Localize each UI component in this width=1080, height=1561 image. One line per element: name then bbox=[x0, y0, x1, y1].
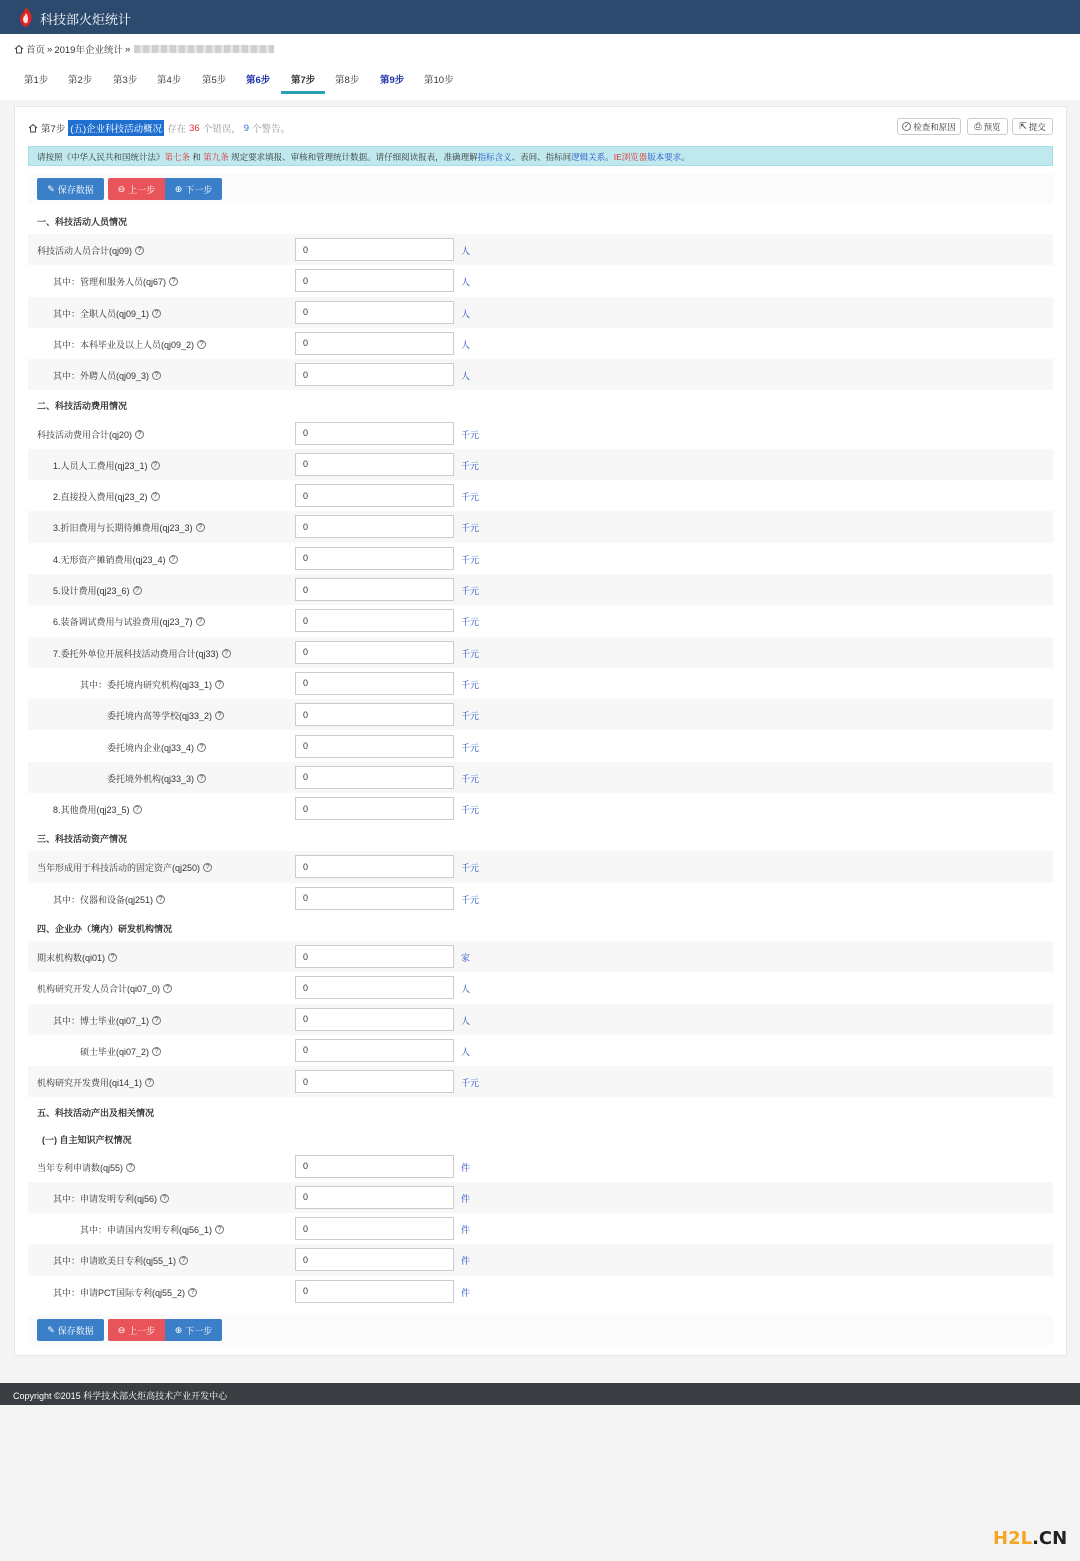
help-question-icon[interactable]: ? bbox=[152, 371, 161, 380]
help-question-icon[interactable]: ? bbox=[197, 743, 206, 752]
label-text: 2.直接投入费用(qj23_2) bbox=[53, 492, 148, 503]
help-question-icon[interactable]: ? bbox=[151, 461, 160, 470]
field-label bbox=[107, 772, 206, 785]
help-question-icon[interactable]: ? bbox=[160, 1194, 169, 1203]
section-title bbox=[37, 1106, 154, 1119]
field-label bbox=[37, 1161, 135, 1174]
tab-step-9[interactable]: 第9步 bbox=[380, 75, 405, 86]
label-text: 其中：申请国内发明专利(qj56_1) bbox=[80, 1225, 213, 1236]
app-title: 科技部火炬统计 bbox=[40, 12, 132, 27]
home-icon bbox=[14, 44, 24, 54]
label-text: 其中：仪器和设备(qj251) bbox=[53, 894, 154, 905]
value-input[interactable] bbox=[295, 363, 454, 386]
form-row bbox=[28, 668, 1053, 699]
section-header bbox=[28, 1098, 1053, 1125]
section-header bbox=[28, 824, 1053, 851]
form-row bbox=[28, 1004, 1053, 1035]
form-row bbox=[28, 1066, 1053, 1097]
label-text: 其中：博士毕业(qi07_1) bbox=[53, 1015, 150, 1026]
breadcrumb-sep: » bbox=[47, 43, 53, 55]
value-input[interactable] bbox=[295, 1070, 454, 1093]
error-count[interactable]: 36 bbox=[189, 122, 200, 134]
field-label bbox=[53, 1254, 188, 1267]
form-row bbox=[28, 637, 1053, 668]
unit-label: 人 bbox=[461, 371, 471, 382]
field-label bbox=[53, 521, 205, 534]
notice-link-article7[interactable]: 第七条 bbox=[164, 152, 191, 162]
value-input[interactable] bbox=[295, 1186, 454, 1209]
section-title bbox=[37, 832, 127, 845]
label-text: 三、科技活动资产情况 bbox=[37, 834, 128, 845]
field-label bbox=[37, 951, 117, 964]
field-label bbox=[53, 490, 160, 503]
breadcrumb-redacted bbox=[134, 45, 274, 53]
help-question-icon[interactable]: ? bbox=[197, 340, 206, 349]
value-input[interactable] bbox=[295, 578, 454, 601]
unit-label: 千元 bbox=[461, 554, 480, 565]
field-label bbox=[37, 861, 212, 874]
label-text: 科技活动人员合计(qj09) bbox=[37, 246, 133, 256]
label-text: 8.其他费用(qj23_5) bbox=[53, 805, 130, 816]
unit-label: 件 bbox=[461, 1193, 471, 1204]
top-bar bbox=[0, 0, 1080, 34]
form-row bbox=[28, 1213, 1053, 1244]
tab-step-10[interactable]: 第10步 bbox=[424, 75, 454, 86]
help-question-icon[interactable]: ? bbox=[196, 617, 205, 626]
tab-step-4[interactable]: 第4步 bbox=[157, 75, 182, 86]
form-row bbox=[28, 328, 1053, 359]
prev-step-button[interactable] bbox=[108, 1319, 165, 1341]
unit-label: 人 bbox=[461, 1015, 471, 1026]
label-text: 其中：本科毕业及以上人员(qj09_2) bbox=[53, 339, 195, 350]
label-text: 其中：申请欧美日专利(qj55_1) bbox=[53, 1256, 177, 1267]
label-text: 一、科技活动人员情况 bbox=[37, 217, 128, 227]
label-text: 期末机构数(qi01) bbox=[37, 953, 106, 963]
bottom-button-row bbox=[28, 1315, 1053, 1345]
help-question-icon[interactable]: ? bbox=[215, 1225, 224, 1234]
notice-link-article9[interactable]: 第九条 bbox=[203, 152, 229, 162]
form-row bbox=[28, 605, 1053, 636]
field-label bbox=[53, 1286, 197, 1299]
panel-step: 第7步 bbox=[41, 124, 66, 135]
notice-text: 和 bbox=[190, 152, 204, 162]
value-input[interactable] bbox=[295, 797, 454, 820]
help-question-icon[interactable]: ? bbox=[108, 953, 117, 962]
label-text: 6.装备调试费用与试验费用(qj23_7) bbox=[53, 617, 193, 628]
unit-label: 千元 bbox=[461, 617, 480, 628]
label-text: 其中：全职人员(qj09_1) bbox=[53, 308, 150, 319]
label-text: 3.折旧费用与长期待摊费用(qj23_3) bbox=[53, 523, 193, 534]
unit-label: 件 bbox=[461, 1225, 471, 1236]
value-input[interactable] bbox=[295, 1155, 454, 1178]
section-title bbox=[42, 1133, 132, 1146]
next-label: 下一步 bbox=[185, 184, 213, 195]
label-text: 7.委托外单位开展科技活动费用合计(qj33) bbox=[53, 648, 219, 659]
unit-label: 人 bbox=[461, 984, 471, 995]
form-row bbox=[28, 762, 1053, 793]
edit-icon: ✎ bbox=[47, 1324, 55, 1335]
field-label bbox=[80, 1045, 161, 1058]
export-icon: ⇱ bbox=[1019, 121, 1027, 131]
field-label bbox=[53, 1192, 169, 1205]
check-circle-icon: ✓ bbox=[903, 123, 910, 130]
watermark-a: H2L bbox=[993, 1528, 1033, 1549]
value-input[interactable] bbox=[295, 976, 454, 999]
help-question-icon[interactable]: ? bbox=[169, 555, 178, 564]
field-label bbox=[53, 584, 142, 597]
form-row bbox=[28, 297, 1053, 328]
arrow-left-circle-icon: ⊖ bbox=[117, 1324, 126, 1335]
value-input[interactable] bbox=[295, 945, 454, 968]
form-row bbox=[28, 699, 1053, 730]
form-row bbox=[28, 574, 1053, 605]
value-input[interactable] bbox=[295, 453, 454, 476]
unit-label: 千元 bbox=[461, 429, 480, 440]
help-question-icon[interactable]: ? bbox=[197, 774, 206, 783]
form-row bbox=[28, 793, 1053, 824]
form-row bbox=[28, 418, 1053, 449]
unit-label: 千元 bbox=[461, 523, 480, 534]
section-title bbox=[37, 215, 127, 228]
unit-label: 千元 bbox=[461, 894, 480, 905]
value-input[interactable] bbox=[295, 855, 454, 878]
help-question-icon[interactable]: ? bbox=[215, 680, 224, 689]
form-row bbox=[28, 543, 1053, 574]
save-button[interactable] bbox=[37, 178, 104, 200]
help-question-icon[interactable]: ? bbox=[196, 523, 205, 532]
unit-label: 千元 bbox=[461, 492, 480, 503]
label-text: 其中：管理和服务人员(qj67) bbox=[53, 277, 167, 288]
value-input[interactable] bbox=[295, 609, 454, 632]
label-text: 委托境内企业(qj33_4) bbox=[107, 742, 195, 753]
torch-logo-icon bbox=[16, 6, 36, 28]
label-text: 其中：外聘人员(qj09_3) bbox=[53, 371, 150, 382]
next-label: 下一步 bbox=[185, 1325, 213, 1336]
section-header bbox=[28, 391, 1053, 418]
tab-step-1[interactable]: 第1步 bbox=[24, 75, 49, 86]
panel-header bbox=[28, 120, 290, 136]
help-question-icon[interactable]: ? bbox=[188, 1288, 197, 1297]
label-text: 委托境内高等学校(qj33_2) bbox=[107, 711, 213, 722]
breadcrumb-home[interactable]: 首页 bbox=[26, 45, 46, 56]
value-input[interactable] bbox=[295, 547, 454, 570]
value-input[interactable] bbox=[295, 238, 454, 261]
section-title bbox=[37, 399, 127, 412]
value-input[interactable] bbox=[295, 1217, 454, 1240]
field-label bbox=[37, 1076, 154, 1089]
help-question-icon[interactable]: ? bbox=[215, 711, 224, 720]
label-text: 其中：申请PCT国际专利(qj55_2) bbox=[53, 1287, 186, 1298]
tab-step-7[interactable]: 第7步 bbox=[291, 75, 316, 86]
copyright-text: Copyright ©2015 科学技术部火炬高技术产业开发中心 bbox=[13, 1391, 228, 1401]
breadcrumb-item[interactable]: 2019年企业统计 bbox=[54, 45, 123, 56]
form-row bbox=[28, 234, 1053, 265]
help-question-icon[interactable]: ? bbox=[156, 895, 165, 904]
form-row bbox=[28, 511, 1053, 542]
notice-link-ie[interactable]: IE浏览器 bbox=[613, 152, 648, 162]
watermark-b: .CN bbox=[1032, 1528, 1068, 1549]
tab-step-6[interactable]: 第6步 bbox=[246, 75, 271, 86]
notice-text: 。 bbox=[605, 152, 614, 162]
unit-label: 人 bbox=[461, 1046, 471, 1057]
form-row bbox=[28, 1244, 1053, 1275]
unit-label: 千元 bbox=[461, 863, 480, 874]
watermark bbox=[993, 1528, 1067, 1549]
value-input[interactable] bbox=[295, 1280, 454, 1303]
prev-label: 上一步 bbox=[128, 184, 156, 195]
notice-link-version[interactable]: 版本要求 bbox=[647, 152, 682, 162]
help-question-icon[interactable]: ? bbox=[126, 1163, 135, 1172]
unit-label: 件 bbox=[461, 1287, 471, 1298]
label-text: 4.无形资产摊销费用(qj23_4) bbox=[53, 554, 166, 565]
arrow-left-circle-icon: ⊖ bbox=[117, 183, 126, 194]
status-text-mid: 个错误， bbox=[202, 124, 241, 135]
check-reasons-button[interactable] bbox=[897, 118, 961, 135]
field-label bbox=[53, 459, 160, 472]
field-label bbox=[37, 982, 172, 995]
section-title bbox=[37, 922, 172, 935]
save-button[interactable] bbox=[37, 1319, 104, 1341]
field-label bbox=[37, 428, 144, 441]
label-text: 机构研究开发费用(qi14_1) bbox=[37, 1078, 143, 1089]
unit-label: 千元 bbox=[461, 805, 480, 816]
top-button-row bbox=[28, 174, 1053, 204]
submit-button[interactable] bbox=[1012, 118, 1053, 135]
notice-link-indicator-meaning[interactable]: 指标含义 bbox=[477, 152, 512, 162]
field-label bbox=[53, 803, 142, 816]
field-label bbox=[107, 709, 224, 722]
notice-text: 规定要求填报、审核和管理统计数据。请仔细阅读报表，准确理解 bbox=[228, 152, 478, 162]
unit-label: 千元 bbox=[461, 648, 480, 659]
unit-label: 千元 bbox=[461, 742, 480, 753]
unit-label: 人 bbox=[461, 246, 471, 256]
save-label: 保存数据 bbox=[57, 184, 94, 195]
help-question-icon[interactable]: ? bbox=[152, 1016, 161, 1025]
label-text: 其中：委托境内研究机构(qj33_1) bbox=[80, 679, 213, 690]
unit-label: 件 bbox=[461, 1162, 471, 1173]
help-question-icon[interactable]: ? bbox=[133, 586, 142, 595]
help-question-icon[interactable]: ? bbox=[203, 863, 212, 872]
next-step-button[interactable] bbox=[165, 1319, 222, 1341]
help-question-icon[interactable]: ? bbox=[135, 430, 144, 439]
section-header bbox=[28, 914, 1053, 941]
unit-label: 人 bbox=[461, 339, 471, 350]
breadcrumb bbox=[14, 42, 274, 56]
form-row bbox=[28, 359, 1053, 390]
value-input[interactable] bbox=[295, 269, 454, 292]
field-label bbox=[53, 275, 178, 288]
unit-label: 千元 bbox=[461, 773, 480, 784]
form-row bbox=[28, 1182, 1053, 1213]
help-question-icon[interactable]: ? bbox=[152, 1047, 161, 1056]
notice-text: 请按照《中华人民共和国统计法》 bbox=[37, 152, 165, 162]
help-question-icon[interactable]: ? bbox=[152, 309, 161, 318]
label-text: 5.设计费用(qj23_6) bbox=[53, 586, 130, 596]
field-label bbox=[53, 1014, 161, 1027]
form-row bbox=[28, 851, 1053, 882]
form-row bbox=[28, 1151, 1053, 1182]
value-input[interactable] bbox=[295, 1248, 454, 1271]
form-row bbox=[28, 449, 1053, 480]
value-input[interactable] bbox=[295, 703, 454, 726]
arrow-right-circle-icon: ⊕ bbox=[174, 1324, 183, 1335]
form-row bbox=[28, 731, 1053, 762]
notice-banner bbox=[28, 146, 1053, 166]
label-text: 1.人员人工费用(qj23_1) bbox=[53, 460, 148, 471]
help-question-icon[interactable]: ? bbox=[135, 246, 144, 255]
preview-button[interactable] bbox=[967, 118, 1008, 135]
footer bbox=[0, 1383, 1080, 1405]
form-row bbox=[28, 941, 1053, 972]
page-background bbox=[0, 1405, 1080, 1561]
field-label bbox=[53, 893, 165, 906]
warning-count[interactable]: 9 bbox=[243, 122, 250, 134]
prev-label: 上一步 bbox=[128, 1325, 156, 1336]
section-header bbox=[28, 207, 1053, 234]
help-question-icon[interactable]: ? bbox=[169, 277, 178, 286]
field-label bbox=[53, 338, 206, 351]
form-row bbox=[28, 265, 1053, 296]
notice-text: 。 bbox=[681, 152, 690, 162]
label-text: 四、企业办（境内）研发机构情况 bbox=[37, 924, 173, 934]
field-label bbox=[80, 678, 224, 691]
unit-label: 家 bbox=[461, 953, 471, 963]
home-icon bbox=[28, 123, 38, 133]
help-question-icon[interactable]: ? bbox=[163, 984, 172, 993]
value-input[interactable] bbox=[295, 1039, 454, 1062]
breadcrumb-sep: » bbox=[124, 43, 131, 55]
field-label bbox=[53, 307, 161, 320]
label-text: 当年专利申请数(qj55) bbox=[37, 1162, 124, 1173]
help-question-icon[interactable]: ? bbox=[133, 805, 142, 814]
field-label bbox=[53, 615, 205, 628]
unit-label: 千元 bbox=[461, 586, 480, 596]
label-text: 当年形成用于科技活动的固定资产(qj250) bbox=[37, 863, 201, 874]
label-text: 科技活动费用合计(qj20) bbox=[37, 429, 133, 440]
tab-step-2[interactable]: 第2步 bbox=[68, 75, 93, 86]
label-text: 硕士毕业(qi07_2) bbox=[80, 1046, 150, 1057]
form-row bbox=[28, 1035, 1053, 1066]
value-input[interactable] bbox=[295, 766, 454, 789]
help-question-icon[interactable]: ? bbox=[145, 1078, 154, 1087]
form-row bbox=[28, 1276, 1053, 1307]
field-label bbox=[37, 244, 144, 257]
panel-section-title: (五)企业科技活动概况 bbox=[68, 120, 164, 136]
value-input[interactable] bbox=[295, 735, 454, 758]
unit-label: 千元 bbox=[461, 460, 480, 471]
form-row bbox=[28, 480, 1053, 511]
form-row bbox=[28, 972, 1053, 1003]
tab-step-5[interactable]: 第5步 bbox=[202, 75, 227, 86]
help-question-icon[interactable]: ? bbox=[151, 492, 160, 501]
label-text: (一) 自主知识产权情况 bbox=[42, 1134, 132, 1145]
save-label: 保存数据 bbox=[57, 1325, 94, 1336]
arrow-right-circle-icon: ⊕ bbox=[174, 183, 183, 194]
next-step-button[interactable] bbox=[165, 178, 222, 200]
value-input[interactable] bbox=[295, 515, 454, 538]
value-input[interactable] bbox=[295, 887, 454, 910]
value-input[interactable] bbox=[295, 301, 454, 324]
unit-label: 人 bbox=[461, 277, 471, 288]
value-input[interactable] bbox=[295, 422, 454, 445]
unit-label: 人 bbox=[461, 308, 471, 319]
unit-label: 千元 bbox=[461, 711, 480, 722]
value-input[interactable] bbox=[295, 484, 454, 507]
field-label bbox=[53, 553, 178, 566]
status-text-pre: 存在 bbox=[167, 124, 187, 135]
label-text: 二、科技活动费用情况 bbox=[37, 400, 128, 411]
submit-label: 提交 bbox=[1028, 121, 1046, 132]
form-row bbox=[28, 883, 1053, 914]
label-text: 五、科技活动产出及相关情况 bbox=[37, 1107, 155, 1118]
status-text-post: 个警告。 bbox=[252, 124, 291, 135]
value-input[interactable] bbox=[295, 641, 454, 664]
unit-label: 件 bbox=[461, 1256, 471, 1267]
printer-icon: ⎙ bbox=[974, 121, 982, 131]
preview-label: 预览 bbox=[983, 121, 1001, 132]
unit-label: 千元 bbox=[461, 679, 480, 690]
value-input[interactable] bbox=[295, 332, 454, 355]
label-text: 委托境外机构(qj33_3) bbox=[107, 773, 195, 784]
field-label bbox=[53, 647, 231, 660]
section-header bbox=[28, 1125, 1053, 1151]
edit-icon: ✎ bbox=[47, 183, 55, 194]
unit-label: 千元 bbox=[461, 1078, 480, 1089]
check-reasons-label: 检查和原因 bbox=[913, 121, 956, 132]
label-text: 机构研究开发人员合计(qi07_0) bbox=[37, 984, 161, 995]
field-label bbox=[53, 369, 161, 382]
field-label bbox=[80, 1223, 224, 1236]
field-label bbox=[107, 741, 206, 754]
notice-text: 、表间、指标间 bbox=[511, 152, 572, 162]
active-step-indicator bbox=[281, 91, 325, 94]
notice-link-logic[interactable]: 逻辑关系 bbox=[571, 152, 606, 162]
value-input[interactable] bbox=[295, 672, 454, 695]
value-input[interactable] bbox=[295, 1008, 454, 1031]
label-text: 其中：申请发明专利(qj56) bbox=[53, 1193, 158, 1204]
tab-step-8[interactable]: 第8步 bbox=[335, 75, 360, 86]
tab-step-3[interactable]: 第3步 bbox=[113, 75, 138, 86]
help-question-icon[interactable]: ? bbox=[179, 1256, 188, 1265]
prev-step-button[interactable] bbox=[108, 178, 165, 200]
help-question-icon[interactable]: ? bbox=[222, 649, 231, 658]
